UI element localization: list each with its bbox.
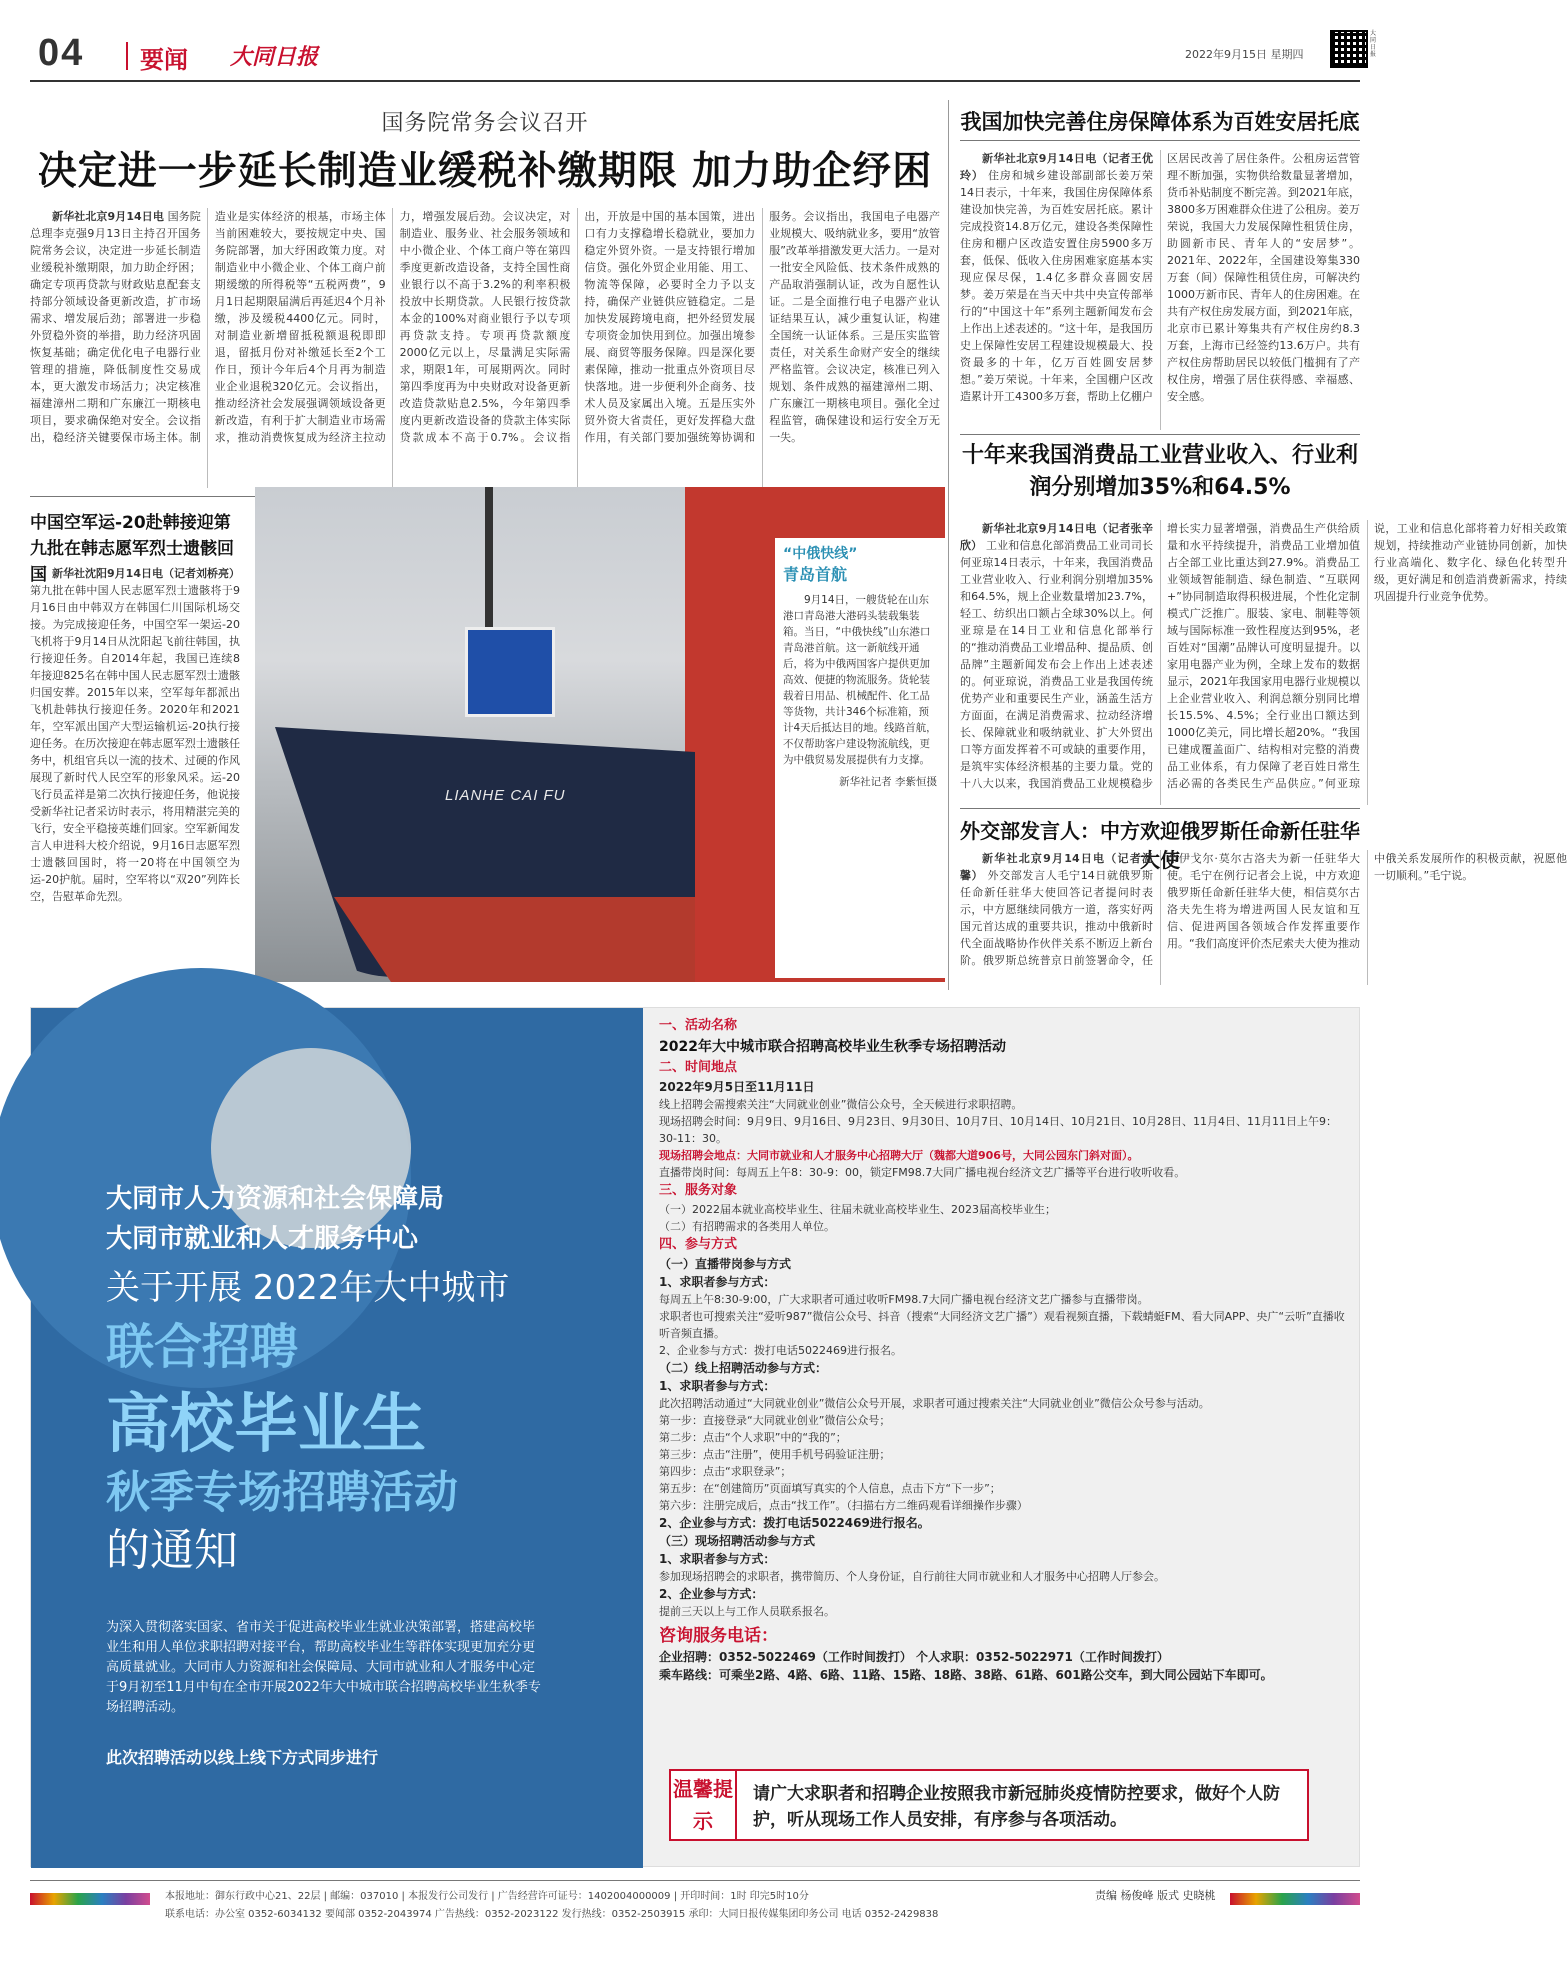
- ad-title-line-3: 秋季专场招聘活动: [106, 1467, 458, 1518]
- housing-text: 住房和城乡建设部副部长姜万荣14日表示，十年来，我国住房保障体系建设加快完善，为百姓安居托底。累计完成投资14.8万亿元，建设各类保障性住房和棚户区改造安置住房5900多万套，低保、低收入住房困难家庭基本实现应保尽保，1.4亿多群众喜圆安居梦。姜万荣是在当天中共中央宣传部举行的“中国这十年”系列主题新闻发布会上作出上述表述的。“这十年，是我国历史上保障性安居工程建设规模最大、投资最多的十年，亿万百姓圆安居梦想。”姜万荣说。十年来，全国棚户区改造累计开工4300多万套，帮助上亿棚户区居民改善了居住条件。公租房运营管理不断加强，实物供给数量显著增加，货币补贴制度不断完善。到2021年底，3800多万困难群众住进了公租房。姜万荣说，我国大力发展保障性租赁住房，助圆新市民、青年人的“安居梦”。2021年、2022年，全国建设筹集330万套（间）保障性租赁住房，可解决约1000万新市民、青年人的住房困难。在共有产权住房发展方面，到2021年底，北京市已累计筹集共有产权住房约8.3万套，上海市已经签约13.6万户。共有产权住房帮助居民以较低门槛拥有了产权住房，增强了居住获得感、幸福感、安全感。: [960, 152, 1360, 403]
- mfa-text: 外交部发言人毛宁14日就俄罗斯任命新任驻华大使回答记者提问时表示，中方愿继续同俄方一道，落实好两国元首达成的重要共识，推动中俄新时代全面战略协作伙伴关系不断迈上新台阶。俄罗斯总统普京日前签署命令，任命伊戈尔·莫尔古洛夫为新一任驻华大使。毛宁在例行记者会上说，中方欢迎俄罗斯任命新任驻华大使，相信莫尔古洛夫先生将为增进两国人民友谊和互信、促进两国各领域合作发挥重要作用。“我们高度评价杰尼索夫大使为推动中俄关系发展所作的积极贡献，祝愿他一切顺利。”毛宁说。: [960, 852, 1567, 967]
- footer-address: 本报地址：御东行政中心21、22层 | 邮编：037010 | 本报发行公司发行 | 广告经营许可证号：1402004000009 | 开印时间：1时 印完5时10分: [165, 1891, 809, 1902]
- ad-hotline-title: 咨询服务电话：: [659, 1626, 778, 1646]
- qr-caption: 大同日报: [1370, 30, 1377, 58]
- ad-intro: 为深入贯彻落实国家、省市关于促进高校毕业生就业决策部署，搭建高校毕业生和用人单位求职招聘对接平台，帮助高校毕业生等群体实现更加充分更高质量就业。大同市人力资源和社会保障局、大同市就业和人才服务中心定于9月初至11月中旬在全市开展2022年大中城市联合招聘高校毕业生秋季专场招聘活动。: [106, 1620, 541, 1715]
- photo-credit: 新华社记者 李紫恒摄: [839, 776, 937, 788]
- lead-byline: 新华社北京9月14日电: [52, 210, 164, 223]
- ad-method-2-line-1: 此次招聘活动通过“大同就业创业”微信公众号开展，求职者可通过搜索关注“大同就业创业”微信公众号参与活动。: [659, 1397, 1210, 1410]
- lead-kicker: 国务院常务会议召开: [381, 111, 589, 136]
- masthead: [30, 30, 1377, 82]
- ad-reminder-box: [669, 1769, 1309, 1841]
- ad-method-2-employer: 2、企业参与方式：拨打电话5022469进行报名。: [659, 1516, 930, 1530]
- ad-step-1: 第一步：直接登录“大同就业创业”微信公众号；: [659, 1414, 891, 1427]
- ad-mode: 此次招聘活动以线上线下方式同步进行: [106, 1748, 379, 1767]
- color-registration-bar: [1230, 1893, 1360, 1905]
- ad-method-3-employer: 2、企业参与方式：: [659, 1587, 764, 1601]
- rule: [960, 808, 1360, 809]
- y20-byline: 新华社沈阳9月14日电（记者刘桥亮）: [52, 567, 240, 580]
- ad-method-3-line-1: 参加现场招聘会的求职者，携带简历、个人身份证，自行前往大同市就业和人才服务中心招聘人厅参会。: [659, 1570, 1165, 1583]
- consumer-byline: 新华社北京9月14日电（记者张辛欣）: [960, 522, 1153, 552]
- ad-details: [659, 1016, 1349, 1866]
- ad-activity-name: 2022年大中城市联合招聘高校毕业生秋季专场招聘活动: [659, 1039, 1006, 1055]
- ad-notice-word: 的通知: [106, 1525, 238, 1576]
- rule: [960, 434, 1360, 435]
- caption-tag: “中俄快线”: [783, 546, 858, 562]
- ad-online-time: 线上招聘会需搜索关注“大同就业创业”微信公众号，全天候进行求职招聘。: [659, 1098, 1023, 1111]
- recruitment-advertisement: [30, 1007, 1360, 1867]
- mfa-article-body: [960, 850, 1567, 985]
- consumer-text: 工业和信息化部消费品工业司司长何亚琼14日表示，十年来，我国消费品工业营业收入、行业利润分别增加35%和64.5%，规上企业数量增加23.7%，轻工、纺织出口额占全球30%以上。何亚琼是在14日工业和信息化部举行的“推动消费品工业增品种、提品质、创品牌”主题新闻发布会上作出上述表述的。何亚琼说，消费品工业是我国传统优势产业和重要民生产业，涵盖生活方方面面，在满足消费需求、拉动经济增长、保障就业和吸纳就业、扩大外贸出口等方面发挥着不可或缺的重要作用，是筑牢实体经济根基的主要力量。党的十八大以来，我国消费品工业规模稳步增长实力显著增强，消费品生产供给质量和水平持续提升，消费品工业增加值占全部工业比重达到27.9%。消费品工业领域智能制造、绿色制造、“互联网+”协同制造取得积极进展，个性化定制模式广泛推广。服装、家电、制鞋等领域与国际标准一致性程度达到95%，老百姓对“国潮”品牌认可度明显提升。以家用电器产业为例，全球上发布的数据显示，2021年我国家用电器行业规模以上企业营业收入、利润总额分别同比增长15.5%、4.5%；全行业出口额达到1000亿美元，同比增长超20%。“我国已建成覆盖面广、结构相对完整的消费品工业体系，有力保障了老百姓日常生活必需的各类民生产品供应。”何亚琼说，工业和信息化部将着力好相关政策规划，持续推动产业链协同创新，加快行业高端化、数字化、绿色化转型升级，更好满足和创造消费新需求，持续巩固提升行业竞争优势。: [960, 522, 1567, 790]
- ad-about-line: 关于开展 2022年大中城市: [106, 1268, 510, 1308]
- ad-section-3: 三、服务对象: [659, 1183, 738, 1198]
- ad-method-2-job-seeker: 1、求职者参与方式：: [659, 1379, 776, 1393]
- ad-organizer-1: 大同市人力资源和社会保障局: [106, 1184, 445, 1214]
- ad-step-6: 第六步：注册完成后，点击“找工作”。（扫描右方二维码观看详细操作步骤）: [659, 1499, 1028, 1512]
- ad-target-1: （一）2022届本就业高校毕业生、往届未就业高校毕业生、2023届高校毕业生；: [659, 1203, 1056, 1216]
- ad-method-1-title: （一）直播带岗参与方式: [659, 1257, 792, 1271]
- ad-onsite-place: 现场招聘会地点：大同市就业和人才服务中心招聘大厅（魏都大道906号，大同公园东门斜对面）。: [659, 1149, 1139, 1162]
- ad-method-1-job-seeker: 1、求职者参与方式：: [659, 1275, 776, 1289]
- footer-editors: 责编 杨俊峰 版式 史晓桃: [1095, 1889, 1216, 1902]
- ad-method-1-employer: 2、企业参与方式：拨打电话5022469进行报名。: [659, 1344, 902, 1357]
- ad-onsite-time: 现场招聘会时间：9月9日、9月16日、9月23日、9月30日、10月7日、10月14日、10月21日、10月28日、11月4日、11月11日上午9：30-11：30。: [659, 1115, 1337, 1145]
- ad-banner-panel: [31, 1008, 643, 1868]
- ad-target-2: （二）有招聘需求的各类用人单位。: [659, 1220, 835, 1233]
- y20-text: 第九批在韩中国人民志愿军烈士遗骸将于9月16日由中韩双方在韩国仁川国际机场交接。为完成接迎任务，中国空军一架运-20飞机将于9月14日从沈阳起飞前往韩国，执行接迎任务。自2014年起，我国已连续8年接迎825名在韩中国人民志愿军烈士遗骸归国安葬。2015年以来，空军每年都派出飞机赴韩执行接迎任务。2020年和2021年，空军派出国产大型运输机运-20执行接迎任务。在历次接迎在韩志愿军烈士遗骸任务中，机组官兵以一流的技术、过硬的作风展现了新时代人民空军的形象风采。运-20飞行员孟祥是第二次执行接迎任务，他说接受新华社记者采访时表示，将用精湛完美的飞行，安全平稳接英雄们回家。空军新闻发言人申进科大校介绍说，9月16日志愿军烈士遗骸回国时，将一20将在中国领空为运-20护航。届时，空军将以“双20”列阵长空，告慰革命先烈。: [30, 584, 240, 903]
- color-registration-bar: [30, 1893, 150, 1905]
- ad-reminder-tag: 温馨提示: [671, 1771, 737, 1839]
- ad-section-2: 二、时间地点: [659, 1060, 738, 1075]
- ad-live-time: 直播带岗时间：每周五上午8：30-9：00，锁定FM98.7大同广播电视台经济文艺广播等平台进行收听收看。: [659, 1166, 1186, 1179]
- lead-article-body: [30, 208, 940, 488]
- ad-section-4: 四、参与方式: [659, 1237, 738, 1252]
- issue-date: 2022年9月15日 星期四: [1185, 48, 1304, 61]
- photo-caption: [775, 538, 945, 978]
- lead-headline[interactable]: 决定进一步延长制造业缓税补缴期限 加力助企纾困: [37, 149, 933, 194]
- page-footer: [30, 1880, 1360, 1940]
- caption-title: 青岛首航: [783, 565, 848, 584]
- ad-method-3-job-seeker: 1、求职者参与方式：: [659, 1552, 776, 1566]
- footer-contacts: 联系电话：办公室 0352-6034132 要闻部 0352-2043974 广告热线：0352-2023122 发行热线：0352-2503915 承印：大同日报传媒集团印务公司 电话 0352-2429838: [165, 1909, 939, 1920]
- newspaper-logo: 大同日报: [230, 44, 319, 70]
- housing-byline: 新华社北京9月14日电（记者王优玲）: [960, 152, 1153, 182]
- ad-method-1-line-2: 求职者也可搜索关注“爱听987”微信公众号、抖音（搜索“大同经济文艺广播”）观看视频直播，下载蜻蜓FM、看大同APP、央广“云听”直播收听音频直播。: [659, 1310, 1345, 1340]
- y20-headline[interactable]: 中国空军运-20赴韩接迎第九批在韩志愿军烈士遗骸回国: [30, 513, 234, 585]
- ad-step-5: 第五步：在“创建简历”页面填写真实的个人信息，点击下方“下一步”；: [659, 1482, 1001, 1495]
- ad-section-1: 一、活动名称: [659, 1018, 738, 1033]
- housing-headline[interactable]: 我国加快完善住房保障体系为百姓安居托底: [960, 110, 1360, 134]
- page-number: 04: [38, 32, 85, 74]
- ad-method-1-line-1: 每周五上午8:30-9:00，广大求职者可通过收听FM98.7大同广播电视台经济文艺广播参与直播带岗。: [659, 1293, 1149, 1306]
- ad-step-2: 第二步：点击“个人求职”中的“我的”；: [659, 1431, 847, 1444]
- ship-name: LIANHE CAI FU: [445, 787, 566, 804]
- consumer-headline[interactable]: 十年来我国消费品工业营业收入、行业利润分别增加35%和64.5%: [961, 443, 1358, 500]
- masthead-divider: [126, 42, 128, 70]
- container-stack: [465, 627, 555, 717]
- ad-title-line-2: 高校毕业生: [106, 1388, 426, 1462]
- rule: [960, 140, 1360, 141]
- ad-title-line-1: 联合招聘: [106, 1319, 299, 1375]
- section-name: 要闻: [140, 46, 188, 74]
- ad-reminder-text: 请广大求职者和招聘企业按照我市新冠肺炎疫情防控要求，做好个人防护，听从现场工作人员安排，有序参与各项活动。: [753, 1784, 1280, 1830]
- ad-hotline[interactable]: 企业招聘：0352-5022469（工作时间拨打） 个人求职：0352-5022971（工作时间拨打）: [659, 1650, 1169, 1664]
- ad-method-3-title: （三）现场招聘活动参与方式: [659, 1534, 816, 1548]
- ad-period: 2022年9月5日至11月11日: [659, 1080, 815, 1094]
- ad-step-4: 第四步：点击“求职登录”；: [659, 1465, 792, 1478]
- qr-code-icon[interactable]: [1330, 30, 1368, 68]
- consumer-article-body: [960, 520, 1567, 805]
- caption-text: 9月14日，一艘货轮在山东港口青岛港大港码头装载集装箱。当日，“中俄快线”山东港口青岛港首航。这一新航线开通后，将为中俄两国客户提供更加高效、便捷的物流服务。货轮装载着日用品、机械配件、化工品等货物，共计346个标准箱，预计4天后抵达目的地。线路首航，不仅帮助客户建设物流航线，更为中俄贸易发展提供有力支撑。: [783, 594, 937, 766]
- ad-organizer-2: 大同市就业和人才服务中心: [106, 1224, 419, 1254]
- column-divider: [948, 100, 949, 990]
- ad-method-2-title: （二）线上招聘活动参与方式：: [659, 1361, 828, 1375]
- y20-article-body: [30, 565, 240, 985]
- housing-article-body: [960, 150, 1360, 430]
- lead-text: 国务院总理李克强9月13日主持召开国务院常务会议，决定进一步延长制造业缓税补缴期限，加力助企纾困；确定专项再贷款与财政贴息配套支持部分领域设备更新改造，扩市场需求、增发展后劲；部署进一步稳外贸稳外资的举措，助力经济巩固恢复基础；确定优化电子电器行业管理的措施，降低制度性交易成本，更大激发市场活力；决定核准福建漳州二期和广东廉江一期核电项目，要求确保绝对安全。会议指出，稳经济关键要保市场主体。制造业是实体经济的根基，市场主体当前困难较大，要按规定中央、国务院部署，加大纾困政策力度。对制造业中小微企业、个体工商户前期缓缴的所得税等“五税两费”，9月1日起期限届满后再延迟4个月补缴，涉及缓税4400亿元。同时，对制造业新增留抵税额退税即即退，留抵月份对补缴延长至2个工作日，预计今年后4个月再为制造业企业退税320亿元。会议指出，推动经济社会发展强调领域设备更新改造，有利于扩大制造业市场需求，推动消费恢复成为经济主拉动力，增强发展后劲。会议决定，对制造业、服务业、社会服务领域和中小微企业、个体工商户等在第四季度更新改造设备，支持全国性商业银行以不高于3.2%的利率积极投放中长期贷款。人民银行按贷款本金的100%对商业银行予以专项再贷款支持。专项再贷款额度2000亿元以上，尽量满足实际需求，期限1年，可展期两次。同时第四季度再为中央财政对设备更新改造贷款贴息2.5%，今年第四季度内更新改造设备的贷款主体实际贷款成本不高于0.7%。会议指出，开放是中国的基本国策，进出口有力支撑稳增长稳就业，要加力稳定外贸外资。一是支持银行增加信贷。强化外贸企业用能、用工、物流等保障，必要时全力予以支持，确保产业链供应链稳定。二是加快发展跨境电商，把外经贸发展专项资金加快用到位。加强出境参展、商贸等服务保障。四是深化要素保障，推动一批重点外资项目尽快落地。进一步便利外企商务、技术人员及家属出入境。五是压实外贸外资大省责任，更好发挥稳大盘作用，有关部门要加强统筹协调和服务。会议指出，我国电子电器产业规模大、吸纳就业多，要用“放管服”改革举措激发更大活力。一是对一批安全风险低、技术条件成熟的产品取消强制认证，改为自愿性认证。二是全面推行电子电器产业认证结果互认，减少重复认证，构建全国统一认证体系。三是压实监管责任，对关系生命财产安全的继续严格监管。会议决定，核准已列入规划、条件成熟的福建漳州二期、广东廉江一期核电项目。强化全过程监管，确保建设和运行安全万无一失。: [30, 210, 940, 444]
- crane: [485, 487, 493, 627]
- ad-method-3-line-2: 提前三天以上与工作人员联系报名。: [659, 1605, 835, 1618]
- mfa-headline[interactable]: 外交部发言人：中方欢迎俄罗斯任命新任驻华大使: [960, 819, 1360, 872]
- ad-step-3: 第三步：点击“注册”，使用手机号码验证注册；: [659, 1448, 891, 1461]
- ad-bus-route: 乘车路线：可乘坐2路、4路、6路、11路、15路、18路、38路、61路、601路公交车，到大同公园站下车即可。: [659, 1668, 1273, 1682]
- mfa-byline: 新华社北京9月14日电（记者温馨）: [960, 852, 1153, 882]
